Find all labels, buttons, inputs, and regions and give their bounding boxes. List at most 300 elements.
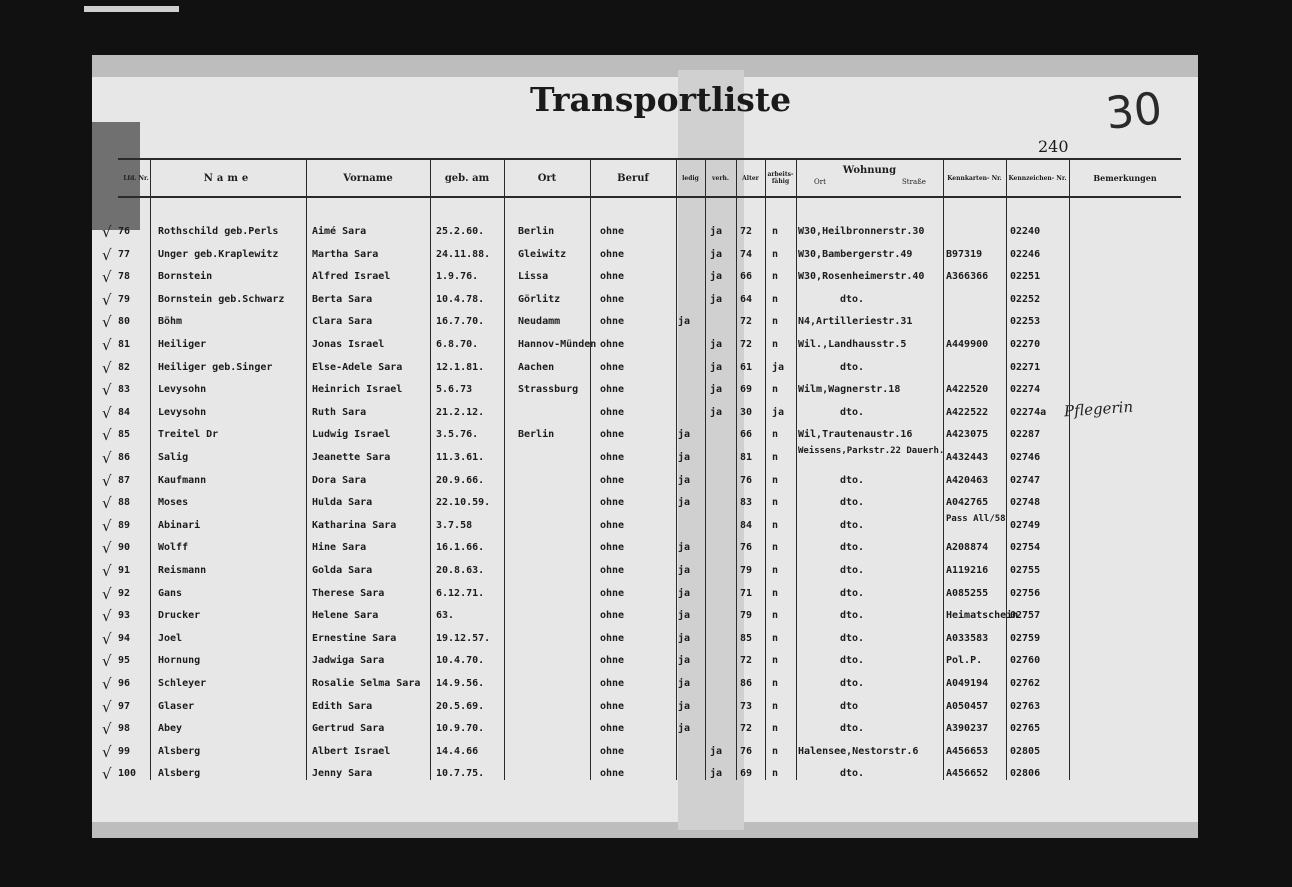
row-birthdate: 10.9.70. (436, 723, 485, 735)
row-arbeitsfaehig: n (772, 542, 779, 554)
row-vorname: Hine Sara (312, 542, 367, 554)
row-occupation: ohne (600, 452, 625, 463)
table-row (0, 493, 1292, 515)
checkmark-icon: √ (102, 449, 112, 467)
header-ort: Ort (537, 172, 557, 184)
row-kennkarte: A049194 (946, 678, 989, 689)
row-ledig: ja (678, 587, 691, 599)
row-vorname: Alfred Israel (312, 271, 391, 283)
checkmark-icon: √ (102, 697, 112, 716)
row-kennkarte: A208874 (946, 542, 989, 554)
checkmark-icon: √ (102, 336, 112, 354)
row-kennzeichen: 02763 (1010, 700, 1041, 712)
row-name: Heiliger (158, 339, 207, 350)
row-vorname: Else-Adele Sara (312, 361, 403, 373)
checkmark-icon: √ (102, 471, 112, 490)
row-age: 76 (740, 474, 753, 486)
checkmark-icon: √ (102, 539, 112, 558)
row-kennzeichen: 02748 (1010, 497, 1041, 509)
row-birthdate: 6.8.70. (436, 339, 479, 350)
row-age: 85 (740, 632, 753, 644)
row-occupation: ohne (600, 429, 625, 441)
row-kennkarte: A085255 (946, 587, 989, 599)
row-arbeitsfaehig: n (772, 339, 779, 350)
row-name: Salig (158, 452, 189, 463)
table-row (0, 471, 1292, 493)
row-kennzeichen: 02274a (1010, 406, 1047, 418)
row-kennzeichen: 02754 (1010, 542, 1041, 554)
checkmark-icon: √ (102, 607, 112, 626)
row-occupation: ohne (600, 226, 625, 237)
row-arbeitsfaehig: n (772, 632, 779, 644)
row-occupation: ohne (600, 678, 625, 689)
row-number: 79 (118, 293, 131, 305)
row-kennzeichen: 02270 (1010, 339, 1041, 350)
row-birthdate: 24.11.88. (436, 248, 491, 260)
row-number: 85 (118, 429, 131, 441)
table-row (0, 764, 1292, 786)
row-kennkarte: A420463 (946, 474, 989, 486)
checkmark-icon: √ (102, 245, 112, 264)
checkmark-icon: √ (102, 516, 112, 535)
row-occupation: ohne (600, 700, 625, 712)
table-row (0, 267, 1292, 289)
table-row (0, 403, 1292, 425)
row-address: dto. (840, 723, 865, 735)
row-age: 66 (740, 429, 753, 441)
row-arbeitsfaehig: n (772, 519, 779, 531)
row-age: 72 (740, 316, 753, 328)
table-row (0, 513, 1292, 538)
row-number: 78 (118, 271, 131, 283)
row-name: Reismann (158, 565, 207, 576)
row-number: 98 (118, 723, 131, 735)
row-vorname: Berta Sara (312, 293, 373, 305)
table-row (0, 380, 1292, 402)
row-kennzeichen: 02271 (1010, 361, 1041, 373)
row-vorname: Jadwiga Sara (312, 655, 385, 667)
row-kennkarte: B97319 (946, 248, 983, 260)
row-number: 89 (118, 519, 131, 531)
table-row (0, 538, 1292, 560)
checkmark-icon: √ (102, 629, 112, 648)
row-vorname: Martha Sara (312, 248, 379, 260)
row-arbeitsfaehig: n (772, 678, 779, 689)
header-vorname: Vorname (343, 172, 393, 184)
table-row (0, 358, 1292, 380)
row-address: W30,Heilbronnerstr.30 (798, 226, 925, 237)
row-name: Glaser (158, 700, 195, 712)
row-vorname: Golda Sara (312, 565, 373, 576)
row-kennzeichen: 02746 (1010, 452, 1041, 463)
row-occupation: ohne (600, 745, 625, 757)
row-birthdate: 10.7.75. (436, 768, 485, 780)
row-arbeitsfaehig: n (772, 723, 779, 735)
header-kennzeichen-nr: Kennzeichen- Nr. (1008, 174, 1067, 182)
row-occupation: ohne (600, 384, 625, 396)
row-number: 81 (118, 339, 131, 350)
row-arbeitsfaehig: n (772, 429, 779, 441)
row-vorname: Albert Israel (312, 745, 391, 757)
checkmark-icon: √ (102, 675, 112, 693)
row-name: Böhm (158, 316, 183, 328)
row-place: Berlin (518, 226, 555, 237)
checkmark-icon: √ (102, 223, 112, 241)
row-address: dto. (840, 768, 865, 780)
row-age: 76 (740, 745, 753, 757)
row-place: Gleiwitz (518, 248, 567, 260)
table-row (0, 719, 1292, 741)
sheet-bottom-edge (92, 822, 1198, 838)
row-arbeitsfaehig: n (772, 293, 779, 305)
row-verh: ja (710, 384, 723, 396)
row-birthdate: 25.2.60. (436, 226, 485, 237)
row-birthdate: 14.9.56. (436, 678, 485, 689)
row-name: Bornstein (158, 271, 213, 283)
checkmark-icon: √ (102, 720, 112, 739)
table-row (0, 629, 1292, 651)
row-arbeitsfaehig: n (772, 474, 779, 486)
row-age: 71 (740, 587, 753, 599)
row-kennzeichen: 02759 (1010, 632, 1041, 644)
checkmark-icon: √ (102, 765, 112, 784)
row-kennzeichen: 02287 (1010, 429, 1041, 441)
row-vorname: Jeanette Sara (312, 452, 391, 463)
row-address: dto. (840, 632, 865, 644)
header-beruf: Beruf (617, 172, 649, 184)
row-ledig: ja (678, 497, 691, 509)
row-age: 79 (740, 610, 753, 622)
row-address: dto. (840, 293, 865, 305)
row-birthdate: 6.12.71. (436, 587, 485, 599)
row-address: dto. (840, 497, 865, 509)
row-address: dto. (840, 406, 865, 418)
checkmark-icon: √ (102, 313, 112, 332)
row-vorname: Therese Sara (312, 587, 385, 599)
checkmark-icon: √ (102, 562, 112, 580)
row-ledig: ja (678, 723, 691, 735)
handwritten-remark: Pflegerin (1063, 397, 1134, 421)
row-vorname: Jenny Sara (312, 768, 373, 780)
header-arbeitsfaehig: arbeits- fähig (767, 171, 794, 185)
row-number: 83 (118, 384, 131, 396)
row-age: 72 (740, 226, 753, 237)
row-address: dto. (840, 542, 865, 554)
row-vorname: Jonas Israel (312, 339, 385, 350)
row-occupation: ohne (600, 293, 625, 305)
row-place: Görlitz (518, 293, 561, 305)
row-name: Hornung (158, 655, 201, 667)
row-occupation: ohne (600, 248, 625, 260)
row-address: dto (840, 700, 859, 712)
row-vorname: Dora Sara (312, 474, 367, 486)
row-age: 69 (740, 384, 753, 396)
row-address: dto. (840, 655, 865, 667)
row-vorname: Gertrud Sara (312, 723, 385, 735)
row-name: Abey (158, 723, 183, 735)
row-number: 84 (118, 406, 131, 418)
checkmark-icon: √ (102, 358, 112, 377)
row-kennzeichen: 02760 (1010, 655, 1041, 667)
header-bottom-rule (118, 196, 1181, 198)
row-occupation: ohne (600, 655, 625, 667)
row-occupation: ohne (600, 316, 625, 328)
row-address: N4,Artilleriestr.31 (798, 316, 913, 328)
film-reel-mark (84, 6, 179, 12)
row-ledig: ja (678, 542, 691, 554)
row-address: Wil,Trautenaustr.16 (798, 429, 913, 441)
header-alter: Alter (742, 174, 759, 182)
row-address: dto. (840, 361, 865, 373)
row-name: Kaufmann (158, 474, 207, 486)
row-birthdate: 10.4.70. (436, 655, 485, 667)
row-number: 76 (118, 226, 131, 237)
row-number: 92 (118, 587, 131, 599)
table-row (0, 561, 1292, 583)
row-birthdate: 12.1.81. (436, 361, 485, 373)
row-verh: ja (710, 745, 723, 757)
row-kennzeichen: 02251 (1010, 271, 1041, 283)
table-row (0, 606, 1292, 628)
row-vorname: Katharina Sara (312, 519, 397, 531)
row-name: Levysohn (158, 384, 207, 396)
table-row (0, 245, 1292, 267)
row-ledig: ja (678, 610, 691, 622)
row-vorname: Clara Sara (312, 316, 373, 328)
row-place: Berlin (518, 429, 555, 441)
row-kennzeichen: 02253 (1010, 316, 1041, 328)
row-arbeitsfaehig: ja (772, 361, 785, 373)
row-kennzeichen: 02749 (1010, 519, 1041, 531)
row-name: Alsberg (158, 768, 201, 780)
row-age: 74 (740, 248, 753, 260)
row-birthdate: 11.3.61. (436, 452, 485, 463)
row-arbeitsfaehig: n (772, 248, 779, 260)
row-address: dto. (840, 565, 865, 576)
row-ledig: ja (678, 565, 691, 576)
row-birthdate: 5.6.73 (436, 384, 473, 396)
row-occupation: ohne (600, 271, 625, 283)
row-place: Lissa (518, 271, 549, 283)
row-name: Wolff (158, 542, 189, 554)
row-kennkarte: Pol.P. (946, 655, 983, 667)
row-ledig: ja (678, 678, 691, 689)
row-occupation: ohne (600, 474, 625, 486)
row-kennkarte: A119216 (946, 565, 989, 576)
row-name: Schleyer (158, 678, 207, 689)
row-name: Rothschild geb.Perls (158, 226, 279, 237)
row-arbeitsfaehig: n (772, 768, 779, 780)
row-name: Abinari (158, 519, 201, 531)
row-kennkarte: A432443 (946, 452, 989, 463)
checkmark-icon: √ (102, 290, 112, 309)
row-birthdate: 20.5.69. (436, 700, 485, 712)
row-age: 66 (740, 271, 753, 283)
row-name: Drucker (158, 610, 201, 622)
row-name: Unger geb.Kraplewitz (158, 248, 279, 260)
row-number: 90 (118, 542, 131, 554)
row-ledig: ja (678, 700, 691, 712)
row-kennzeichen: 02252 (1010, 293, 1041, 305)
row-birthdate: 16.1.66. (436, 542, 485, 554)
row-arbeitsfaehig: n (772, 745, 779, 757)
row-address: W30,Bambergerstr.49 (798, 248, 913, 260)
row-birthdate: 3.5.76. (436, 429, 479, 441)
row-address: dto. (840, 610, 865, 622)
row-kennkarte: A050457 (946, 700, 989, 712)
row-number: 99 (118, 745, 131, 757)
checkmark-icon: √ (102, 268, 112, 287)
row-arbeitsfaehig: ja (772, 406, 785, 418)
row-kennzeichen: 02757 (1010, 610, 1041, 622)
table-row (0, 425, 1292, 447)
row-arbeitsfaehig: n (772, 497, 779, 509)
row-arbeitsfaehig: n (772, 655, 779, 667)
row-place: Strassburg (518, 384, 579, 396)
row-place: Aachen (518, 361, 555, 373)
row-occupation: ohne (600, 339, 625, 350)
row-kennzeichen: 02240 (1010, 226, 1041, 237)
row-kennkarte: A042765 (946, 497, 989, 509)
row-address: Wilm,Wagnerstr.18 (798, 384, 901, 396)
row-age: 76 (740, 542, 753, 554)
row-occupation: ohne (600, 632, 625, 644)
row-occupation: ohne (600, 723, 625, 735)
row-age: 72 (740, 723, 753, 735)
row-number: 95 (118, 655, 131, 667)
table-row (0, 448, 1292, 470)
row-vorname: Edith Sara (312, 700, 373, 712)
row-birthdate: 14.4.66 (436, 745, 479, 757)
header-verh: verh. (712, 174, 729, 182)
row-vorname: Ernestine Sara (312, 632, 397, 644)
table-row (0, 742, 1292, 764)
row-age: 30 (740, 406, 753, 418)
row-occupation: ohne (600, 587, 625, 599)
row-age: 86 (740, 678, 753, 689)
row-kennzeichen: 02806 (1010, 768, 1041, 780)
row-number: 87 (118, 474, 131, 486)
row-name: Levysohn (158, 406, 207, 418)
row-number: 94 (118, 632, 131, 644)
row-arbeitsfaehig: n (772, 700, 779, 712)
table-row (0, 651, 1292, 673)
row-kennkarte: A422520 (946, 384, 989, 396)
row-verh: ja (710, 293, 723, 305)
row-verh: ja (710, 271, 723, 283)
checkmark-icon: √ (102, 403, 112, 422)
row-vorname: Hulda Sara (312, 497, 373, 509)
row-birthdate: 19.12.57. (436, 632, 491, 644)
row-kennkarte: A422522 (946, 406, 989, 418)
row-kennzeichen: 02246 (1010, 248, 1041, 260)
row-vorname: Aimé Sara (312, 226, 367, 237)
document-title: Transportliste (530, 80, 792, 119)
row-arbeitsfaehig: n (772, 452, 779, 463)
row-address: dto. (840, 587, 865, 599)
header-lfd-nr: Lfd. Nr. (123, 174, 149, 182)
header-geb-am: geb. am (444, 172, 490, 184)
row-age: 61 (740, 361, 753, 373)
row-address: dto. (840, 678, 865, 689)
table-row (0, 674, 1292, 696)
row-birthdate: 1.9.76. (436, 271, 479, 283)
row-name: Treitel Dr (158, 429, 219, 441)
row-occupation: ohne (600, 768, 625, 780)
row-verh: ja (710, 339, 723, 350)
row-age: 72 (740, 655, 753, 667)
row-kennkarte: A456653 (946, 745, 989, 757)
row-kennzeichen: 02755 (1010, 565, 1041, 576)
row-age: 72 (740, 339, 753, 350)
sheet-number: 240 (1038, 137, 1069, 156)
row-ledig: ja (678, 429, 691, 441)
row-occupation: ohne (600, 406, 625, 418)
row-kennkarte: A456652 (946, 768, 989, 780)
row-verh: ja (710, 248, 723, 260)
row-arbeitsfaehig: n (772, 384, 779, 396)
row-ledig: ja (678, 655, 691, 667)
row-kennkarte: Heimatschein (946, 610, 1019, 622)
row-kennkarte: Pass All/58 (946, 513, 1006, 524)
row-occupation: ohne (600, 519, 625, 531)
row-address: Weissens,Parkstr.22 Dauerh. (798, 446, 945, 456)
row-arbeitsfaehig: n (772, 565, 779, 576)
row-arbeitsfaehig: n (772, 316, 779, 328)
row-place: Hannov-Münden (518, 339, 597, 350)
row-ledig: ja (678, 474, 691, 486)
row-birthdate: 22.10.59. (436, 497, 491, 509)
row-age: 69 (740, 768, 753, 780)
row-kennkarte: A390237 (946, 723, 989, 735)
header-ledig: ledig (682, 174, 699, 182)
row-kennzeichen: 02762 (1010, 678, 1041, 689)
table-row (0, 335, 1292, 357)
handwritten-page-number: 30 (1103, 83, 1165, 140)
row-number: 96 (118, 678, 131, 689)
checkmark-icon: √ (102, 742, 112, 761)
row-name: Alsberg (158, 745, 201, 757)
checkmark-icon: √ (102, 652, 112, 671)
row-name: Heiliger geb.Singer (158, 361, 273, 373)
header-name: Name (203, 172, 253, 184)
row-vorname: Helene Sara (312, 610, 379, 622)
row-birthdate: 10.4.78. (436, 293, 485, 305)
row-vorname: Ludwig Israel (312, 429, 391, 441)
row-number: 82 (118, 361, 131, 373)
row-kennkarte: A033583 (946, 632, 989, 644)
row-number: 86 (118, 452, 131, 463)
row-name: Gans (158, 587, 183, 599)
row-verh: ja (710, 361, 723, 373)
row-kennkarte: A423075 (946, 429, 989, 441)
row-age: 81 (740, 452, 753, 463)
row-place: Neudamm (518, 316, 561, 328)
header-bemerkungen: Bemerkungen (1093, 172, 1157, 183)
row-address: Halensee,Nestorstr.6 (798, 745, 919, 757)
checkmark-icon: √ (102, 426, 112, 445)
row-address: dto. (840, 474, 865, 486)
row-verh: ja (710, 226, 723, 237)
row-number: 93 (118, 610, 131, 622)
header-wohnung-ort: Ort (814, 178, 826, 186)
table-row (0, 290, 1292, 312)
checkmark-icon: √ (102, 494, 112, 513)
table-row (0, 222, 1292, 244)
row-kennzeichen: 02274 (1010, 384, 1041, 396)
row-arbeitsfaehig: n (772, 226, 779, 237)
row-vorname: Rosalie Selma Sara (312, 678, 421, 689)
